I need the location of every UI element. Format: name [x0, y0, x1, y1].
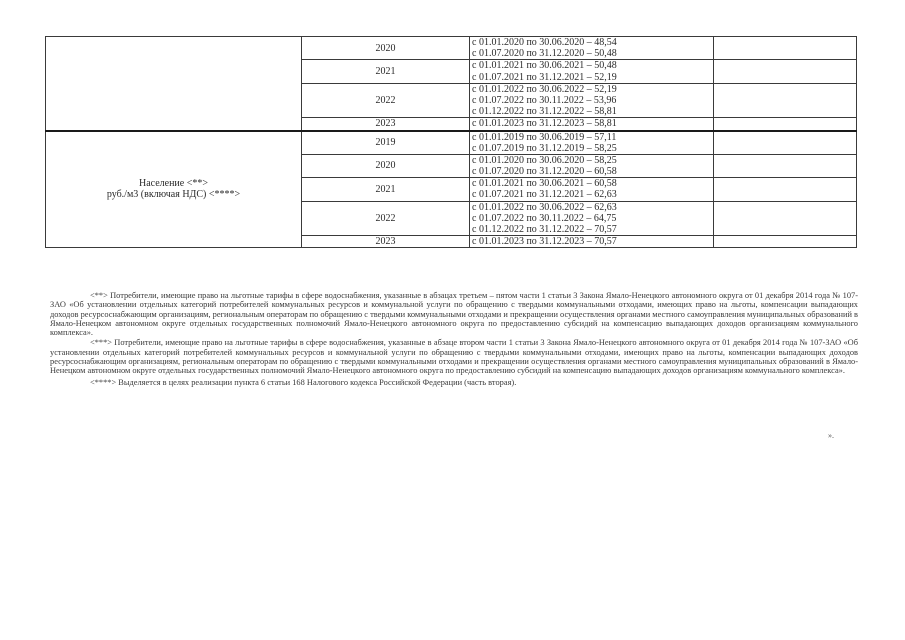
empty-cell	[714, 83, 857, 118]
tariff-period-line: с 01.01.2023 по 31.12.2023 – 70,57	[472, 236, 617, 248]
tariff-period-line: с 01.01.2023 по 31.12.2023 – 58,81	[472, 118, 617, 130]
tariff-period-line: с 01.01.2021 по 30.06.2021 – 60,58	[472, 178, 617, 190]
tariff-period-line: с 01.01.2020 по 30.06.2020 – 58,25	[472, 154, 617, 166]
tariff-period-line: с 01.01.2022 по 30.06.2022 – 52,19	[472, 83, 617, 95]
tariff-period-cell	[470, 83, 714, 118]
tariff-period-cell	[470, 178, 714, 201]
empty-cell	[714, 131, 857, 155]
consumer-category-line: Население <**>	[138, 178, 208, 190]
year-cell: 2021	[302, 178, 470, 201]
tariff-period-line: с 01.07.2021 по 31.12.2021 – 52,19	[472, 71, 617, 83]
year-cell: 2019	[302, 131, 470, 155]
year-cell: 2023	[302, 236, 470, 248]
table-row	[46, 131, 857, 155]
tariff-table	[45, 36, 857, 248]
empty-cell	[714, 118, 857, 131]
empty-cell	[714, 154, 857, 177]
tariff-period-cell	[470, 118, 714, 131]
tariff-period-cell	[470, 131, 714, 155]
tariff-period-line: с 01.12.2022 по 31.12.2022 – 70,57	[472, 224, 617, 236]
tariff-period-cell	[470, 201, 714, 236]
year-cell: 2023	[302, 118, 470, 131]
tariff-period-cell	[470, 236, 714, 248]
tariff-period-line: с 01.07.2022 по 30.11.2022 – 64,75	[472, 212, 617, 224]
tariff-period-cell	[470, 37, 714, 60]
tariff-period-cell	[470, 154, 714, 177]
tariff-period-line: с 01.01.2019 по 30.06.2019 – 57,11	[472, 131, 617, 143]
empty-cell	[714, 60, 857, 83]
tariff-period-line: с 01.07.2021 по 31.12.2021 – 62,63	[472, 189, 617, 201]
tariff-period-cell	[470, 60, 714, 83]
closing-quote-mark: ».	[828, 431, 834, 440]
footnote-4: <****> Выделяется в целях реализации пункта 6 статьи 168 Налогового кодекса Российской Федерации (часть вторая).	[90, 377, 517, 387]
year-cell: 2022	[302, 201, 470, 236]
tariff-period-line: с 01.01.2020 по 30.06.2020 – 48,54	[472, 37, 617, 48]
year-cell: 2021	[302, 60, 470, 83]
tariff-period-line: с 01.07.2020 по 31.12.2020 – 50,48	[472, 48, 617, 60]
footnote-2: <**> Потребители, имеющие право на льготные тарифы в сфере водоснабжения, указанные в абзацах третьем – пятом части 1 статьи 3 Закона Ямало-Ненецкого автономного округа от 01 декабря 2014 года № 107-ЗАО «Об установлении отдельных категорий потребителей коммунальных ресурсов и коммунальной услуги по обращению с твердыми коммунальными отходами, имеющих право на льготы, компенсации выпадающих доходов ресурсоснабжающим организациям, региональным операторам по обращению с твердыми коммунальными отходами и прекращении осуществления органами местного самоуправления муниципальных образований в Ямало-Ненецком автономном округе отдельных государственных полномочий Ямало-Ненецкого автономного округа по предоставлению субсидий на компенсацию выпадающих доходов организациям коммунального комплекса».	[50, 291, 858, 338]
empty-cell	[714, 178, 857, 201]
tariff-period-line: с 01.07.2022 по 30.11.2022 – 53,96	[472, 94, 617, 106]
consumer-category-cell	[46, 131, 302, 248]
tariff-period-line: с 01.01.2022 по 30.06.2022 – 62,63	[472, 201, 617, 213]
year-cell: 2022	[302, 83, 470, 118]
tariff-period-line: с 01.07.2020 по 31.12.2020 – 60,58	[472, 166, 617, 178]
year-cell: 2020	[302, 37, 470, 60]
year-cell: 2020	[302, 154, 470, 177]
table-row	[46, 37, 857, 60]
empty-cell	[714, 37, 857, 60]
empty-cell	[714, 201, 857, 236]
tariff-period-line: с 01.01.2021 по 30.06.2021 – 50,48	[472, 60, 617, 72]
consumer-category-cell	[46, 37, 302, 131]
consumer-category-line: руб./м3 (включая НДС) <****>	[106, 189, 241, 201]
tariff-period-line: с 01.07.2019 по 31.12.2019 – 58,25	[472, 142, 617, 154]
empty-cell	[714, 236, 857, 248]
footnotes	[50, 291, 858, 388]
footnote-3: <***> Потребители, имеющие право на льготные тарифы в сфере водоснабжения, указанные в абзаце втором части 1 статьи 3 Закона Ямало-Ненецкого автономного округа от 01 декабря 2014 года № 107-ЗАО «Об установлении отдельных категорий потребителей коммунальных ресурсов и коммунальной услуги по обращению с твердыми коммунальными отходами, имеющих право на льготы, компенсации выпадающих доходов ресурсоснабжающим организациям, региональным операторам по обращению с твердыми коммунальными отходами и прекращении осуществления органами местного самоуправления муниципальных образований в Ямало-Ненецком автономном округе отдельных государственных полномочий Ямало-Ненецкого автономного округа по предоставлению субсидий на компенсацию выпадающих доходов организациям коммунального комплекса».	[50, 338, 858, 376]
tariff-period-line: с 01.12.2022 по 31.12.2022 – 58,81	[472, 106, 617, 118]
